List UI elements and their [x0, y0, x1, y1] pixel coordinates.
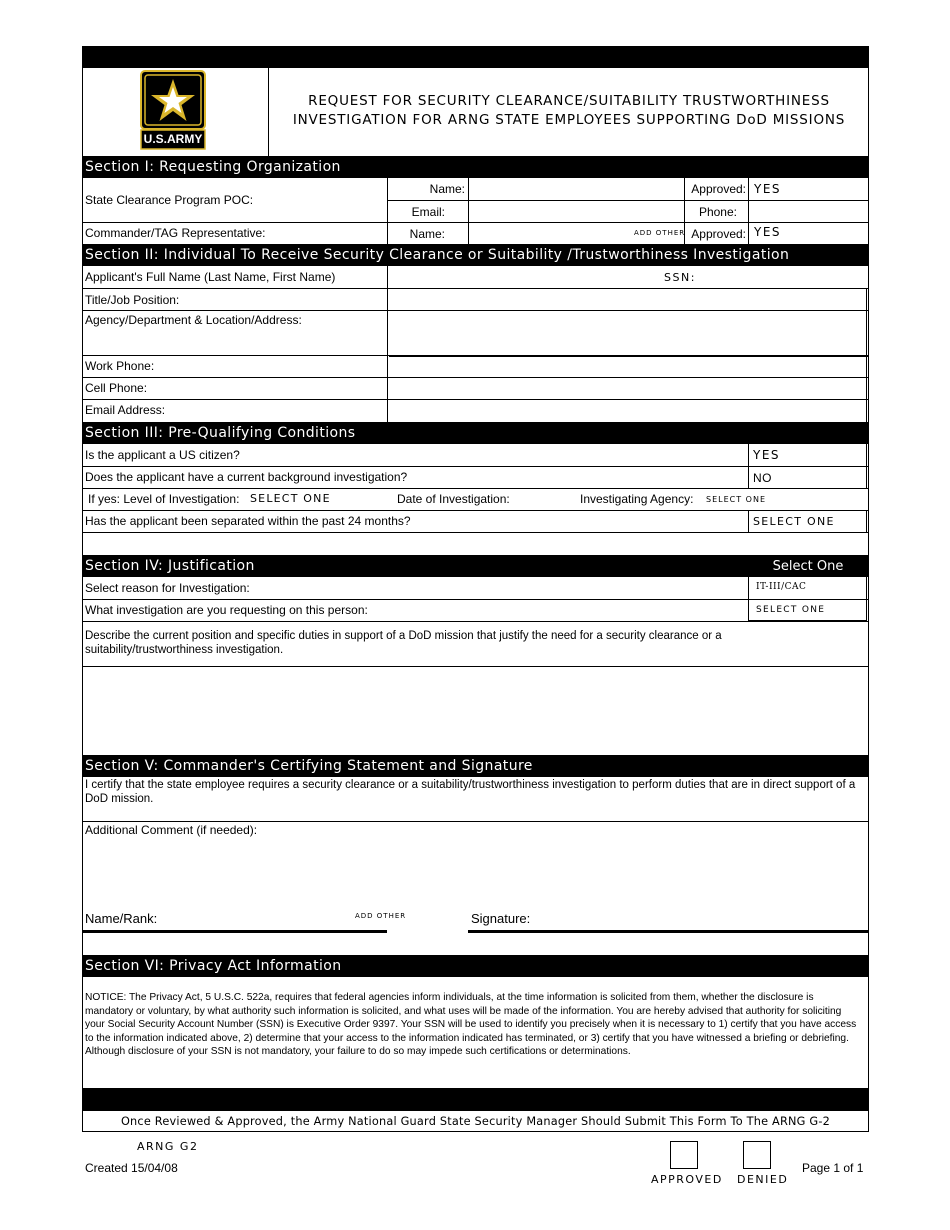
- section6-header: Section VI: Privacy Act Information: [82, 955, 869, 977]
- reason-select[interactable]: IT-III/CAC: [756, 582, 807, 592]
- section5-header: Section V: Commander's Certifying Statement and Signature: [82, 755, 869, 777]
- citizen-select[interactable]: YES: [753, 448, 781, 462]
- commander-label: Commander/TAG Representative:: [85, 226, 266, 240]
- citizen-question: Is the applicant a US citizen?: [85, 448, 240, 462]
- request-select[interactable]: SELECT ONE: [756, 605, 826, 615]
- poc-label: State Clearance Program POC:: [85, 193, 254, 207]
- date-label: Date of Investigation:: [397, 492, 510, 506]
- commander-name-label: Name:: [409, 227, 445, 241]
- agency-field[interactable]: [389, 312, 866, 354]
- cell-phone-label: Cell Phone:: [85, 381, 148, 395]
- agency-label: Agency/Department & Location/Address:: [85, 313, 302, 327]
- poc-email-field[interactable]: [469, 201, 683, 221]
- form-title-line1: REQUEST FOR SECURITY CLEARANCE/SUITABILITY TRUSTWORTHINESS: [308, 93, 830, 109]
- approved-label: APPROVED: [651, 1173, 723, 1186]
- job-title-field[interactable]: [389, 290, 866, 309]
- full-name-field[interactable]: [389, 267, 659, 287]
- commander-approved-select[interactable]: YES: [754, 225, 782, 239]
- separated-select[interactable]: SELECT ONE: [753, 515, 835, 528]
- bi-select[interactable]: NO: [753, 471, 772, 485]
- select-one-header: Select One: [772, 559, 844, 574]
- org-code: ARNG G2: [137, 1140, 199, 1153]
- full-name-label: Applicant's Full Name (Last Name, First Name): [85, 270, 336, 284]
- section2-header: Section II: Individual To Receive Security Clearance or Suitability /Trustworthiness Investigation: [82, 244, 869, 266]
- poc-name-field[interactable]: [469, 179, 683, 199]
- poc-email-label: Email:: [411, 205, 445, 219]
- ssn-label: SSN:: [664, 271, 696, 284]
- request-label: What investigation are you requesting on this person:: [85, 603, 368, 617]
- bottom-black-bar: [82, 1088, 869, 1111]
- job-title-label: Title/Job Position:: [85, 293, 180, 307]
- comment-field[interactable]: [84, 838, 867, 904]
- email-address-field[interactable]: [389, 401, 866, 420]
- page-number: Page 1 of 1: [802, 1161, 864, 1175]
- section4-header: Section IV: Justification: [82, 555, 869, 577]
- investigating-agency-select[interactable]: SELECT ONE: [706, 495, 766, 504]
- name-rank-add-other[interactable]: ADD OTHER: [355, 912, 407, 920]
- poc-phone-field[interactable]: [749, 201, 868, 221]
- describe-text: Describe the current position and specific duties in support of a DoD mission that justify the need for a security clearance or a suitability/trustworthiness investigation.: [85, 630, 722, 656]
- work-phone-field[interactable]: [389, 357, 866, 376]
- poc-approved-select[interactable]: YES: [754, 182, 782, 196]
- signature-label: Signature:: [471, 911, 531, 926]
- investigating-agency-label: Investigating Agency:: [580, 492, 694, 506]
- denied-checkbox[interactable]: [743, 1141, 771, 1169]
- justification-field[interactable]: [84, 668, 867, 754]
- level-select[interactable]: SELECT ONE: [250, 492, 331, 505]
- cell-phone-field[interactable]: [389, 379, 866, 398]
- army-logo: [140, 70, 206, 150]
- form-title-line2: INVESTIGATION FOR ARNG STATE EMPLOYEES SUPPORTING DoD MISSIONS: [292, 112, 846, 128]
- level-label: If yes: Level of Investigation:: [88, 492, 240, 506]
- comment-label: Additional Comment (if needed):: [85, 823, 258, 837]
- name-rank-label: Name/Rank:: [85, 911, 158, 926]
- denied-label: DENIED: [737, 1173, 789, 1186]
- created-date: Created 15/04/08: [85, 1161, 178, 1175]
- logo-text: U.S.ARMY: [143, 132, 203, 146]
- reason-label: Select reason for Investigation:: [85, 581, 250, 595]
- top-black-bar: [82, 46, 869, 68]
- commander-add-other[interactable]: ADD OTHER: [634, 229, 686, 237]
- section3-header: Section III: Pre-Qualifying Conditions: [82, 422, 869, 444]
- work-phone-label: Work Phone:: [85, 359, 155, 373]
- poc-approved-label: Approved:: [691, 182, 746, 196]
- poc-name-label: Name:: [429, 182, 465, 196]
- poc-phone-label: Phone:: [698, 205, 737, 219]
- privacy-notice: NOTICE: The Privacy Act, 5 U.S.C. 522a, requires that federal agencies inform individuals, at the time information is solicited from them, whether the disclosure is mandatory or voluntary, by what authority such information is solicited, and what uses will be made of the information. You are hereby advised that authority for soliciting your Social Security Account Number (SSN) is Executive Order 9397. Your SSN will be used to identify you precisely when it is necessary to 1) certify that you have access to the information indicated above, 2) determine that your access to the information indicated has terminated, or 3) certify that you have witnessed a briefing or debriefing. Although disclosure of your SSN is not mandatory, your failure to do so may impede such certifications or determinations.: [85, 992, 857, 1058]
- email-address-label: Email Address:: [85, 403, 166, 417]
- approved-checkbox[interactable]: [670, 1141, 698, 1169]
- commander-approved-label: Approved:: [691, 227, 746, 241]
- bi-question: Does the applicant have a current background investigation?: [85, 470, 408, 484]
- separated-question: Has the applicant been separated within the past 24 months?: [85, 514, 411, 528]
- signature-line[interactable]: [468, 930, 868, 933]
- section1-header: Section I: Requesting Organization: [82, 156, 869, 178]
- submit-note: Once Reviewed & Approved, the Army National Guard State Security Manager Should Submit This Form To The ARNG G-2: [120, 1115, 831, 1128]
- certify-text: I certify that the state employee requires a security clearance or a suitability/trustworthiness investigation to perform duties that are in direct support of a DoD mission.: [85, 779, 856, 805]
- name-rank-line: [82, 930, 387, 933]
